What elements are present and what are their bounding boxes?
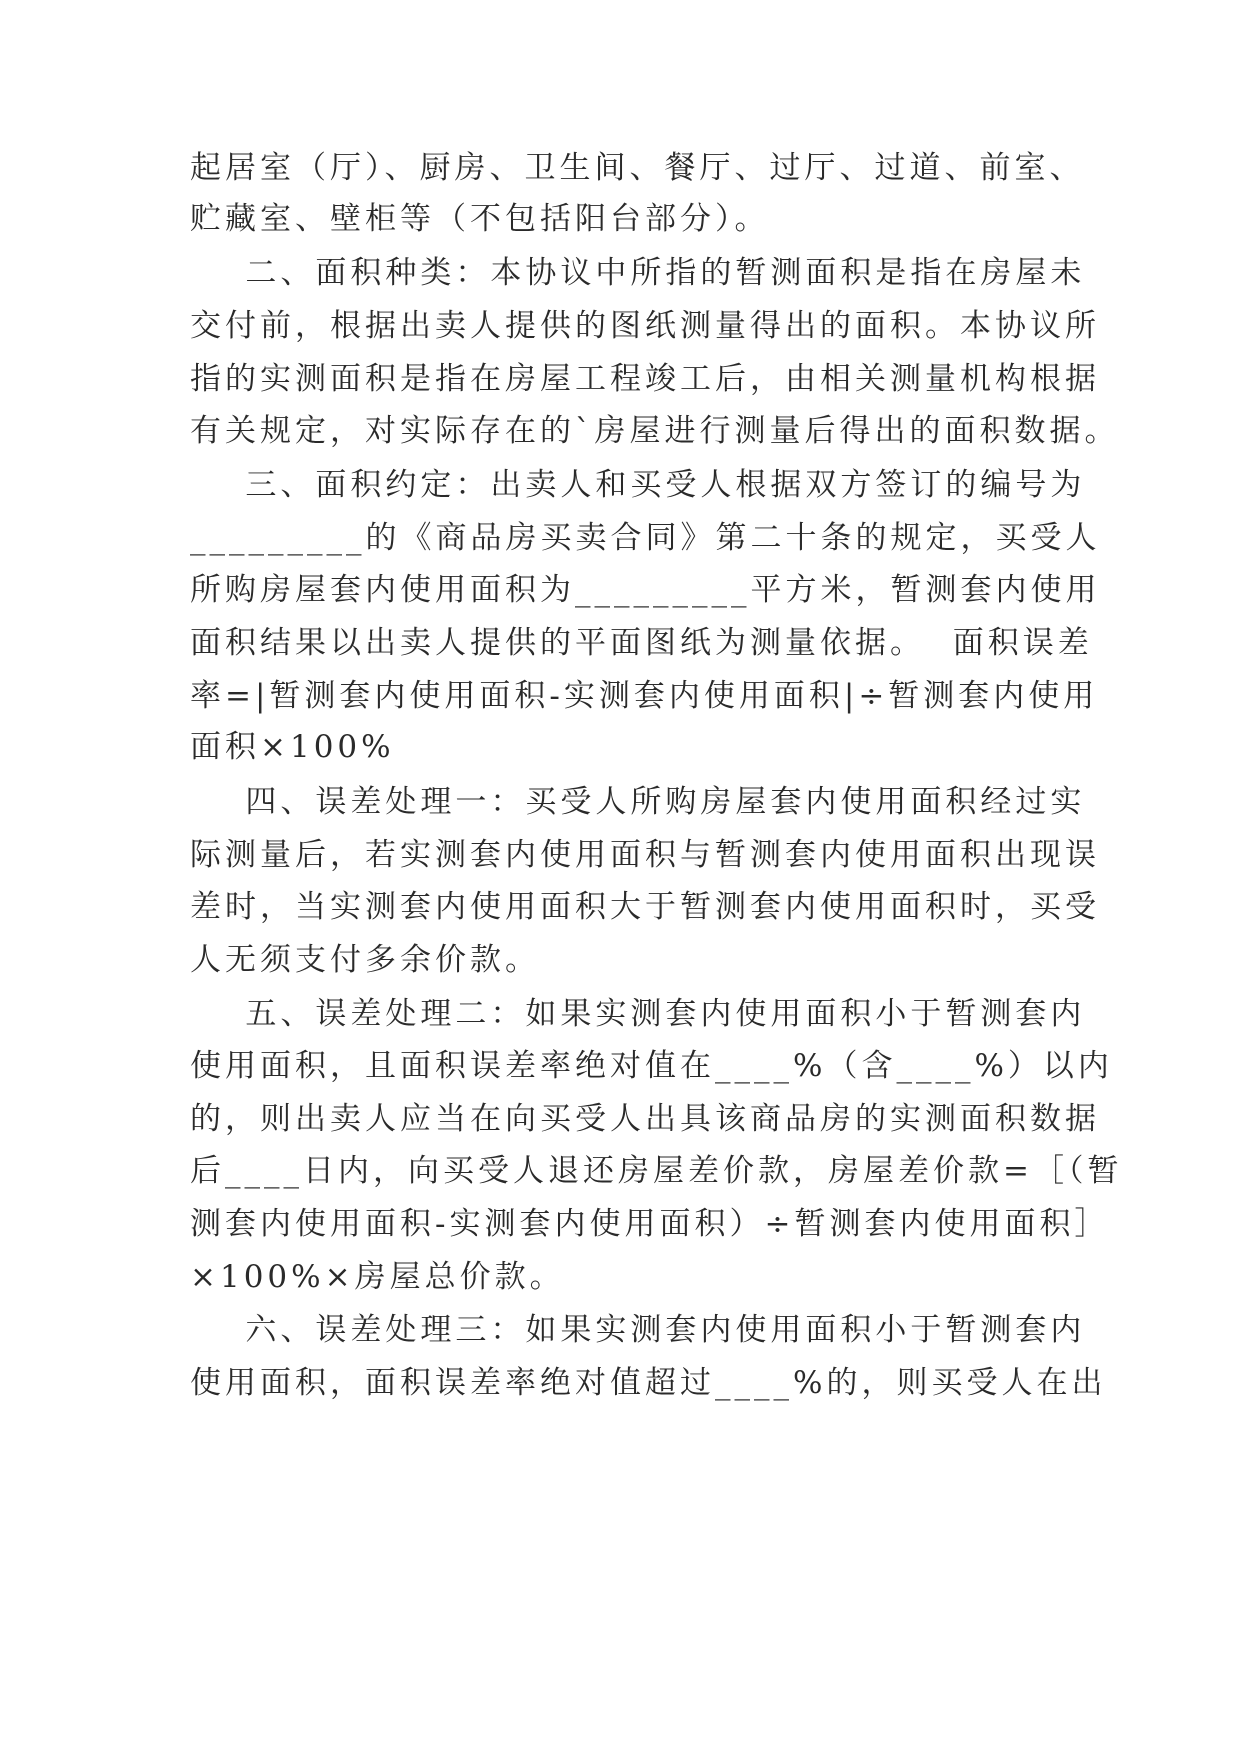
- paragraph-heading-line: 六、误差处理三：如果实测套内使用面积小于暂测套内: [190, 1312, 1086, 1348]
- text-line: 面积结果以出卖人提供的平面图纸为测量依据。 面积误差: [190, 625, 1093, 661]
- paragraph-heading-line: 二、面积种类：本协议中所指的暂测面积是指在房屋未: [190, 255, 1086, 291]
- paragraph-heading-line: 三、面积约定：出卖人和买受人根据双方签订的编号为: [190, 467, 1086, 503]
- text-line: 指的实测面积是指在房屋工程竣工后，由相关测量机构根据: [190, 361, 1100, 397]
- text-line: 交付前，根据出卖人提供的图纸测量得出的面积。本协议所: [190, 308, 1100, 344]
- text-line: 使用面积，且面积误差率绝对值在____%（含____%）以内: [190, 1048, 1113, 1084]
- text-line: 贮藏室、壁柜等（不包括阳台部分）。: [190, 201, 770, 237]
- text-line: 有关规定，对实际存在的`房屋进行测量后得出的面积数据。: [190, 413, 1120, 449]
- text-line: 差时，当实测套内使用面积大于暂测套内使用面积时，买受: [190, 889, 1100, 925]
- text-line: 际测量后，若实测套内使用面积与暂测套内使用面积出现误: [190, 837, 1100, 873]
- text-line: 使用面积，面积误差率绝对值超过____%的，则买受人在出: [190, 1365, 1107, 1401]
- paragraph-heading-line: 五、误差处理二：如果实测套内使用面积小于暂测套内: [190, 996, 1086, 1032]
- formula-line: 率=|暂测套内使用面积-实测套内使用面积|÷暂测套内使用: [190, 678, 1099, 714]
- text-line: 人无须支付多余价款。: [190, 942, 540, 978]
- text-line: _________的《商品房买卖合同》第二十条的规定，买受人: [190, 520, 1101, 556]
- formula-line: 面积×100%: [190, 729, 395, 765]
- text-line: 起居室（厅）、厨房、卫生间、餐厅、过厅、过道、前室、: [190, 150, 1085, 186]
- text-line: 所购房屋套内使用面积为_________平方米，暂测套内使用: [190, 572, 1101, 608]
- text-line: 的，则出卖人应当在向买受人出具该商品房的实测面积数据: [190, 1101, 1100, 1137]
- formula-line: ×100%×房屋总价款。: [190, 1259, 565, 1295]
- paragraph-heading-line: 四、误差处理一：买受人所购房屋套内使用面积经过实: [190, 784, 1086, 820]
- formula-line: 测套内使用面积-实测套内使用面积）÷暂测套内使用面积］: [190, 1206, 1110, 1242]
- text-line: 后____日内，向买受人退还房屋差价款，房屋差价款=［（暂: [190, 1153, 1123, 1189]
